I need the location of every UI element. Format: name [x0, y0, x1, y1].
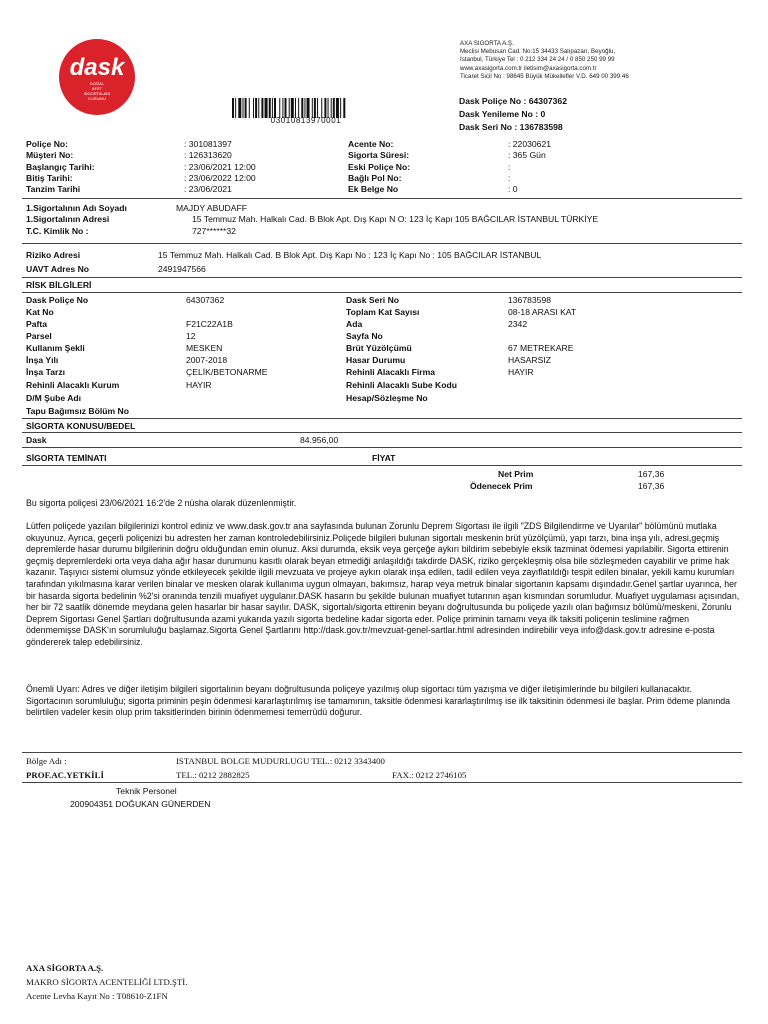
uavt-value: 2491947566 [158, 264, 206, 274]
barcode-bar [333, 98, 335, 118]
dask-police-label: Dask Poliçe No : [459, 96, 527, 106]
policy-info-value: : 23/06/2021 12:00 [184, 162, 256, 172]
risk-label: İnşa Tarzı [26, 367, 66, 377]
risk-label: İnşa Yılı [26, 355, 59, 365]
risk-address-value: 15 Temmuz Mah. Halkalı Cad. B Blok Apt. Dış Kapı No : 123 İç Kapı No : 105 BAĞCILAR İSTANBUL [158, 250, 542, 260]
risk-label: Kat No [26, 307, 54, 317]
tc-kimlik-label: T.C. Kimlik No : [26, 226, 89, 236]
risk-value: 12 [186, 331, 196, 341]
policy-info-label: Ek Belge No [348, 184, 399, 194]
logo-text: dask [69, 54, 125, 81]
risk-value: HAYIR [508, 367, 534, 377]
policy-info-label: Başlangıç Tarihi: [26, 162, 95, 172]
policy-info-value: : 23/06/2022 12:00 [184, 173, 256, 183]
risk-label: Kullanım Şekli [26, 343, 85, 353]
company-line: Ticaret Sicil No : 98645 Büyük Mükellefler V.D. 649 00 399 46 [460, 72, 629, 80]
policy-info-value: : [508, 173, 511, 183]
risk-label: D/M Şube Adı [26, 393, 82, 403]
dask-yenileme-value: 0 [540, 109, 546, 119]
risk-label: Rehinli Alacaklı Kurum [26, 380, 120, 390]
technical-person: 200904351 DOĞUKAN GÜNERDEN [70, 799, 211, 809]
logo-caption-3: SİGORTALARI [83, 91, 111, 96]
divider [22, 782, 742, 783]
risk-label: Dask Poliçe No [26, 295, 89, 305]
risk-label: Rehinli Alacaklı Firma [346, 367, 435, 377]
policy-info-label: Eski Poliçe No: [348, 162, 411, 172]
insured-address-value: 15 Temmuz Mah. Halkalı Cad. B Blok Apt. Dış Kapı N O: 123 İç Kapı 105 BAĞCILAR İSTANBUL TÜRKİYE [192, 214, 599, 224]
net-prim-value: 167,36 [638, 469, 665, 479]
company-line: Meclisi Mebusan Cad. No:15 34433 Salıpazarı, Beyoğlu, [460, 48, 616, 56]
barcode-bar [285, 98, 287, 118]
barcode-bar [261, 98, 263, 118]
barcode-bar [291, 98, 294, 118]
divider [22, 432, 742, 433]
logo-caption-2: AFET [91, 86, 103, 91]
divider [22, 292, 742, 293]
coverage-item-value: 84.956,00 [300, 435, 339, 445]
insured-name-value: MAJDY ABUDAFF [176, 203, 247, 213]
risk-value: 2007-2018 [186, 355, 228, 365]
bolge-label: Bölge Adı : [26, 756, 67, 766]
logo-caption-4: KURUMU [88, 96, 106, 101]
risk-value: ÇELİK/BETONARME [186, 367, 268, 377]
risk-label: Pafta [26, 319, 48, 329]
barcode-bar [249, 98, 250, 118]
footer-levha: Acente Levha Kayıt No : T08610-Z1FN [26, 991, 168, 1001]
risk-label: Brüt Yüzölçümü [346, 343, 412, 353]
barcode-bar [279, 98, 280, 118]
barcode-bar [255, 98, 257, 118]
barcode-bar [295, 98, 296, 118]
teminat-title: SİGORTA TEMİNATI [26, 453, 107, 463]
policy-info-label: Sigorta Süresi: [348, 150, 410, 160]
divider [22, 752, 742, 753]
policy-info-value: : 301081397 [184, 139, 232, 149]
footer-agency: MAKRO SİGORTA ACENTELİĞİ LTD.ŞTİ. [26, 977, 188, 987]
risk-label: Sayfa No [346, 331, 383, 341]
policy-info-label: Müşteri No: [26, 150, 74, 160]
dask-police-value: 64307362 [528, 96, 567, 106]
barcode-bar [272, 98, 273, 118]
risk-value: 67 METREKARE [508, 343, 574, 353]
risk-label: Hesap/Sözleşme No [346, 393, 428, 403]
policy-info-value: : 23/06/2021 [184, 184, 232, 194]
insured-name-label: 1.Sigortalının Adı Soyadı [26, 203, 127, 213]
risk-address-label: Riziko Adresi [26, 250, 81, 260]
barcode-bar [317, 98, 318, 118]
barcode-bar [340, 98, 341, 118]
barcode-bar [238, 98, 241, 118]
divider [22, 277, 742, 278]
risk-value: MESKEN [186, 343, 223, 353]
barcode-bar [282, 98, 283, 118]
risk-value: HAYIR [186, 380, 212, 390]
risk-label: Hasar Durumu [346, 355, 406, 365]
policy-info-value: : 365 Gün [508, 150, 546, 160]
disclaimer-paragraph: Lütfen poliçede yazılan bilgilerinizi kontrol ediniz ve www.dask.gov.tr ana sayfasında bulunan Zorunlu Deprem Sigortası ile ilgili "ZDS Bilgilendirme ve Uyarılar" bölümünü mutlaka okuyunuz. Ayrıca, geçerli poliçenizi bu adresten her zaman kontroledebilirsiniz.Poliçede bilgileri bulunan sigortalı meskenin brüt yüzölçümü, yapı tarzı, bina inşa yılı, adresi,geçmiş depremlerde hasar durumu bilgilerinin doğru olduğundan emin olunuz. Aksi durumda, eksik veya gerçeğe aykırı bildirim sebebiyle eksik tazminat ödemesi yapılabilir. Sigorta ettirenin geçmiş depremlerdeki orta veya daha ağır hasar durumunu kasıtlı olarak beyan etmediği anlaşıldığı takdirde DASK, riziko gerçekleşmiş olsa bile sözleşmeden cayabilir ve prime hak kazanır. Taşıyıcı sistemi olumsuz yönde etkileyecek şekilde ilgili mevzuata ve projeye aykırı olarak inşa edilen, tadil edilen veya zayıflatıldığı tespit edilen binalar, yekili kamu kurumları tarafından yıkılmasına karar verilen binalar ve mesken olarak kullanıma uygun olmayan, bakımsız, harap veya metruk binalar sigortanın kapsamı dışındadır.Genel şartlar uyarınca, her bir hasarda sigorta bedelinin %2'si oranında tenzili muafiyet uygulanır.DASK hasarın bu şekilde bulunan muafiyet tutarının aşan kısmından sorumludur. Muafiyet uygulaması açısından, her bir 72 saatlik dönemde meydana gelen hasarlar bir hasar sayılır. DASK, sigortalı/sigorta ettirenin beyanı doğrultusunda bu poliçede yazılı olan bağımsız bölümü/meskeni, Zorunlu Deprem Sigortası Genel Şartları doğrultusunda azami yukarıda yazılı sigorta bedeline kadar sigorta eder. Poliçe priminin tamamı veya ilk taksiti poliçenin teslimine rağmen ödenmemişse DASK'ın sorumluluğu başlamaz.Sigorta Genel Şartlarını http://dask.gov.tr/mevzuat-genel-sartlar.html adresinden indirebilir veya info@dask.gov.tr adresine e-posta göndererek talep edebilirsiniz. [26, 521, 740, 647]
policy-info-label: Tanzim Tarihi [26, 184, 81, 194]
risk-label: Tapu Bağımsız Bölüm No [26, 406, 129, 416]
barcode-bar [253, 98, 254, 118]
policy-info-label: Bağlı Pol No: [348, 173, 402, 183]
risk-value: 64307362 [186, 295, 225, 305]
risk-value: 2342 [508, 319, 528, 329]
company-line: www.axasigorta.com.tr iletisim@axasigorta.com.tr [460, 64, 597, 72]
bolge-value: ISTANBUL BOLGE MUDURLUGU TEL.: 0212 3343400 [176, 756, 385, 766]
coverage-title: SİGORTA KONUSU/BEDEL [26, 421, 136, 431]
divider [22, 465, 742, 466]
company-line: AXA SIGORTA A.Ş. [460, 40, 514, 47]
odenecek-prim-label: Ödenecek Prim [470, 481, 533, 491]
barcode [232, 98, 380, 118]
risk-label: Toplam Kat Sayısı [346, 307, 420, 317]
technical-title: Teknik Personel [116, 786, 177, 796]
dask-seri-value: 136783598 [519, 122, 563, 132]
barcode-bar [245, 98, 247, 118]
barcode-bar [274, 98, 276, 118]
barcode-bar [269, 98, 271, 118]
insured-address-label: 1.Sigortalının Adresi [26, 214, 110, 224]
logo-caption-1: DOĞAL [89, 81, 105, 86]
company-line: İstanbul, Türkiye Tel : 0 212 334 24 24 / 0 850 250 99 99 [460, 56, 615, 64]
barcode-bar [265, 98, 268, 118]
policy-info-value: : 0 [508, 184, 518, 194]
barcode-bar [301, 98, 303, 118]
barcode-number: 03010813970001 [270, 116, 342, 125]
divider [22, 243, 742, 244]
policy-info-label: Bitiş Tarihi: [26, 173, 73, 183]
dask-seri-label: Dask Seri No : [459, 122, 518, 132]
dask-yenileme-label: Dask Yenileme No : [459, 109, 539, 119]
barcode-bar [258, 98, 259, 118]
barcode-bar [304, 98, 305, 118]
risk-info-title: RİSK BİLGİLERİ [26, 280, 92, 290]
barcode-bar [289, 98, 290, 118]
footer-company: AXA SİGORTA A.Ş. [26, 963, 104, 973]
policy-info-label: Acente No: [348, 139, 394, 149]
region-tel: TEL.: 0212 2882825 [176, 770, 250, 780]
risk-value: F21C22A1B [186, 319, 233, 329]
barcode-bar [343, 98, 345, 118]
policy-info-value: : 126313620 [184, 150, 232, 160]
barcode-bar [336, 98, 339, 118]
risk-label: Ada [346, 319, 363, 329]
dask-logo [58, 38, 136, 116]
barcode-bar [321, 98, 322, 118]
barcode-bar [232, 98, 234, 118]
barcode-bar [331, 98, 332, 118]
policy-info-label: Poliçe No: [26, 139, 69, 149]
barcode-bar [314, 98, 316, 118]
coverage-item-label: Dask [26, 435, 47, 445]
barcode-bar [312, 98, 313, 118]
risk-label: Parsel [26, 331, 52, 341]
barcode-bar [243, 98, 244, 118]
risk-value: HASARSIZ [508, 355, 551, 365]
barcode-bar [328, 98, 329, 118]
price-title: FİYAT [372, 453, 396, 463]
risk-value: 08-18 ARASI KAT [508, 307, 577, 317]
uavt-label: UAVT Adres No [26, 264, 90, 274]
yetkili-label: PROF.AC.YETKİLİ [26, 770, 104, 780]
warning-paragraph: Önemli Uyarı: Adres ve diğer iletişim bilgileri sigortalının beyanı doğrultusunda poliçeye yazılmış olup sigortacı tüm yazışma ve diğer iletişimlerinde bu bilgileri kullanacaktır. Sigortacının sorumluluğu; sigorta priminin peşin ödenmesi kararlaştırılmış ise tamamının, taksitle ödenmesi kararlaştırılmış ise ilk taksitinin ödenmesi ile başlar. Prim ödeme planında belirtilen vadeler kesin olup prim taksitlerinden birinin ödenmemesi temerrüdü doğurur. [26, 684, 731, 718]
divider [22, 447, 742, 448]
divider [22, 198, 742, 199]
issued-text: Bu sigorta poliçesi 23/06/2021 16:2'de 2 nüsha olarak düzenlenmiştir. [26, 498, 297, 508]
net-prim-label: Net Prim [498, 469, 534, 479]
barcode-bar [298, 98, 299, 118]
dask-policy-header [459, 95, 567, 134]
risk-value: 136783598 [508, 295, 552, 305]
company-address-block [460, 40, 629, 81]
barcode-bar [307, 98, 310, 118]
policy-info-value: : 22030621 [508, 139, 552, 149]
divider [22, 418, 742, 419]
risk-label: Dask Seri No [346, 295, 400, 305]
barcode-bar [324, 98, 326, 118]
policy-info-value: : [508, 162, 511, 172]
odenecek-prim-value: 167,36 [638, 481, 665, 491]
risk-label: Rehinli Alacaklı Sube Kodu [346, 380, 457, 390]
region-fax: FAX.: 0212 2746105 [392, 770, 467, 780]
tc-kimlik-value: 727******32 [192, 226, 236, 236]
barcode-bar [235, 98, 236, 118]
